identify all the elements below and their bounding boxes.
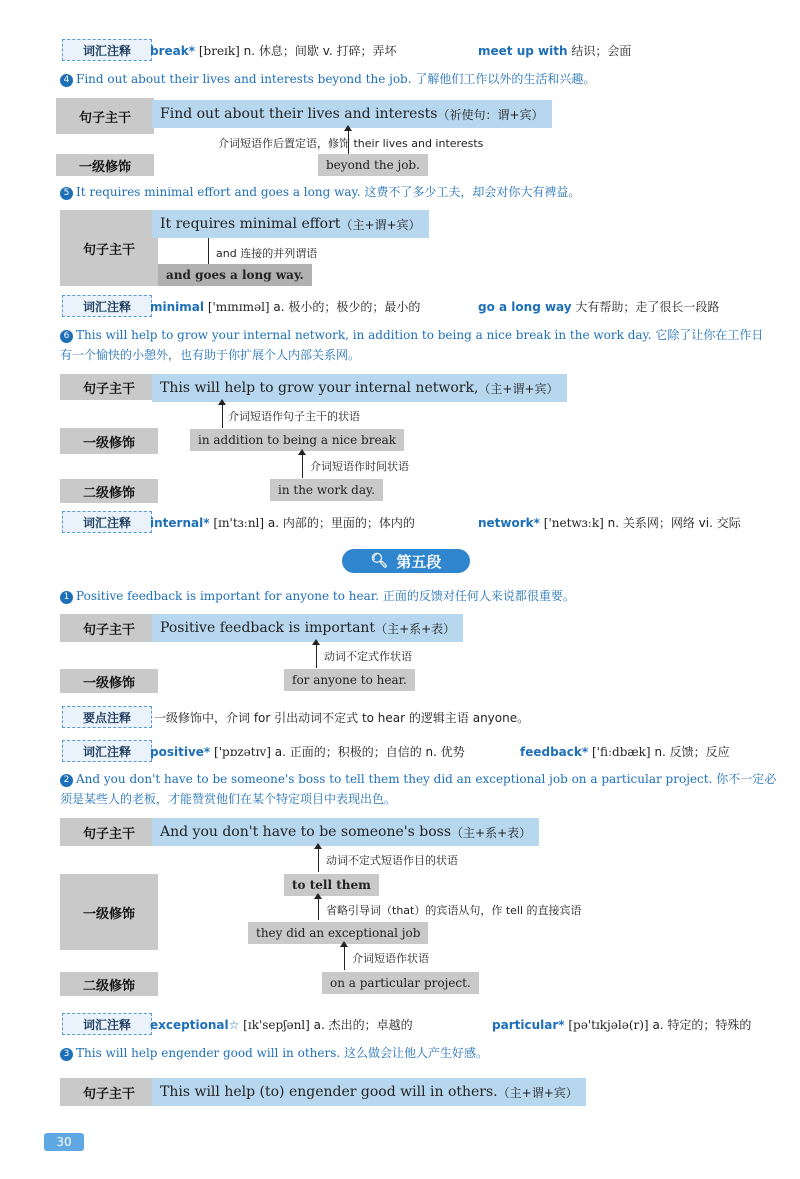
grammar-note: 动词不定式短语作目的状语 (326, 854, 458, 867)
sentence-number: 6 (60, 330, 73, 343)
modifier: on a particular project. (322, 972, 479, 994)
vocab-entry: internal* [ɪn'tɜːnl] a. 内部的；里面的；体内的 (150, 516, 415, 530)
sentence-main: Positive feedback is important （主+系+表） (152, 614, 463, 642)
vocab-label: 词汇注释 (62, 1013, 152, 1035)
vocab-entry: network* ['netwɜːk] n. 关系网；网络 vi. 交际 (478, 516, 741, 530)
sentence-number: 5 (60, 187, 73, 200)
sentence-line (60, 183, 580, 200)
sentence-cn: 这么做会让他人产生好感。 (344, 1046, 489, 1060)
sentence-number: 1 (60, 591, 73, 604)
vocab-entry: positive* ['pɒzətɪv] a. 正面的；积极的；自信的 n. 优势 (150, 745, 465, 759)
sentence-main: It requires minimal effort （主+谓+宾） (152, 210, 429, 238)
sentence-line (60, 326, 763, 343)
section-title: 第五段 (396, 552, 442, 571)
sentence-main: This will help (to) engender good will in others. （主+谓+宾） (152, 1078, 586, 1106)
arrow (318, 898, 319, 920)
sentence-en: This will help engender good will in others. (76, 1046, 341, 1060)
connector-line (208, 238, 209, 264)
modifier: in the work day. (270, 479, 383, 501)
mod1-label: 一级修饰 (60, 428, 158, 454)
sentence-en: This will help to grow your internal network, in addition to being a nice break in the work day. (76, 328, 652, 342)
main-label: 句子主干 (60, 374, 158, 400)
modifier: in addition to being a nice break (190, 429, 404, 451)
sentence-en: And you don't have to be someone's boss to tell them they did an exceptional job on a particular project. (76, 772, 713, 786)
sentence-line (60, 587, 575, 604)
section-header (342, 549, 470, 573)
mod1-label: 一级修饰 (60, 669, 158, 693)
main-label: 句子主干 (60, 818, 158, 846)
sentence-number: 2 (60, 774, 73, 787)
arrow (316, 644, 317, 668)
sentence-cn: 须是某些人的老板，才能赞赏他们在某个特定项目中表现出色。 (60, 792, 397, 806)
grammar-note: 介词短语作后置定语，修饰 their lives and interests (218, 137, 484, 150)
vocab-entry: feedback* ['fiːdbæk] n. 反馈；反应 (520, 745, 730, 759)
sentence-number: 4 (60, 74, 73, 87)
mod2-label: 二级修饰 (60, 479, 158, 503)
grammar-note: 省略引导词（that）的宾语从句，作 tell 的直接宾语 (326, 904, 582, 917)
mod1-label: 一级修饰 (60, 874, 158, 950)
sentence-line (60, 70, 595, 87)
mod1-label: 一级修饰 (56, 154, 154, 176)
sentence-cn: 有一个愉快的小憩外，也有助于你扩展个人内部关系网。 (60, 348, 361, 362)
sentence-main: Find out about their lives and interests （祈使句：谓+宾） (152, 100, 552, 128)
grammar-note: and 连接的并列谓语 (216, 247, 318, 260)
arrow (318, 848, 319, 872)
key-note: 一级修饰中，介词 for 引出动词不定式 to hear 的逻辑主语 anyone。 (154, 711, 530, 725)
grammar-note: 介词短语作状语 (352, 952, 429, 965)
search-icon: 🔍︎ (370, 553, 389, 569)
grammar-note: 介词短语作时间状语 (310, 460, 409, 473)
sentence-cn: 了解他们工作以外的生活和兴趣。 (415, 72, 596, 86)
vocab-entry: particular* [pə'tɪkjələ(r)] a. 特定的；特殊的 (492, 1018, 752, 1032)
vocab-def: 结识；会面 (571, 44, 632, 58)
vocab-label: 词汇注释 (62, 295, 152, 317)
vocab-word: meet up with (478, 44, 568, 58)
main-label: 句子主干 (60, 614, 158, 642)
arrow (302, 454, 303, 478)
arrow (222, 404, 223, 428)
mod2-label: 二级修饰 (60, 972, 158, 996)
vocab-def: n. 休息；间歇 v. 打碎；弄坏 (243, 44, 397, 58)
modifier: and goes a long way. (158, 264, 312, 286)
sentence-number: 3 (60, 1048, 73, 1061)
sentence-en: Positive feedback is important for anyone to hear. (76, 589, 379, 603)
vocab-label: 词汇注释 (62, 740, 152, 762)
vocab-entry: break* [breɪk] n. 休息；间歇 v. 打碎；弄坏 (150, 44, 397, 58)
sentence-en: Find out about their lives and interests beyond the job. (76, 72, 412, 86)
vocab-label: 词汇注释 (62, 39, 152, 61)
sentence-cn: 正面的反馈对任何人来说都很重要。 (382, 589, 575, 603)
vocab-word: break (150, 44, 189, 58)
sentence-main: This will help to grow your internal network, （主+谓+宾） (152, 374, 567, 402)
main-label: 句子主干 (56, 98, 154, 134)
arrow (344, 946, 345, 970)
sentence-en: It requires minimal effort and goes a long way. (76, 185, 361, 199)
vocab-entry: go a long way 大有帮助；走了很长一段路 (478, 300, 720, 314)
sentence-cn: 这费不了多少工夫，却会对你大有裨益。 (364, 185, 581, 199)
vocab-entry: minimal ['mɪnɪməl] a. 极小的；极少的；最小的 (150, 300, 421, 314)
modifier: beyond the job. (318, 154, 428, 176)
sentence-cn: 它除了让你在工作日 (655, 328, 764, 342)
vocab-label: 词汇注释 (62, 511, 152, 533)
sentence-cn: 你不一定必 (716, 772, 777, 786)
sentence-line (60, 1044, 488, 1061)
sentence-main: And you don't have to be someone's boss （主+系+表） (152, 818, 539, 846)
vocab-entry: exceptional☆ [ɪk'sepʃənl] a. 杰出的；卓越的 (150, 1018, 413, 1032)
modifier: for anyone to hear. (284, 669, 415, 691)
page-number: 30 (44, 1133, 84, 1151)
sentence-line (60, 770, 776, 787)
grammar-note: 动词不定式作状语 (324, 650, 412, 663)
grammar-note: 介词短语作句子主干的状语 (228, 410, 360, 423)
vocab-entry (478, 42, 631, 59)
phonetic: [breɪk] (198, 44, 240, 58)
key-label: 要点注释 (62, 706, 152, 728)
modifier: to tell them (284, 874, 379, 896)
modifier: they did an exceptional job (248, 922, 428, 944)
main-label: 句子主干 (60, 1078, 158, 1106)
main-label: 句子主干 (60, 210, 158, 286)
